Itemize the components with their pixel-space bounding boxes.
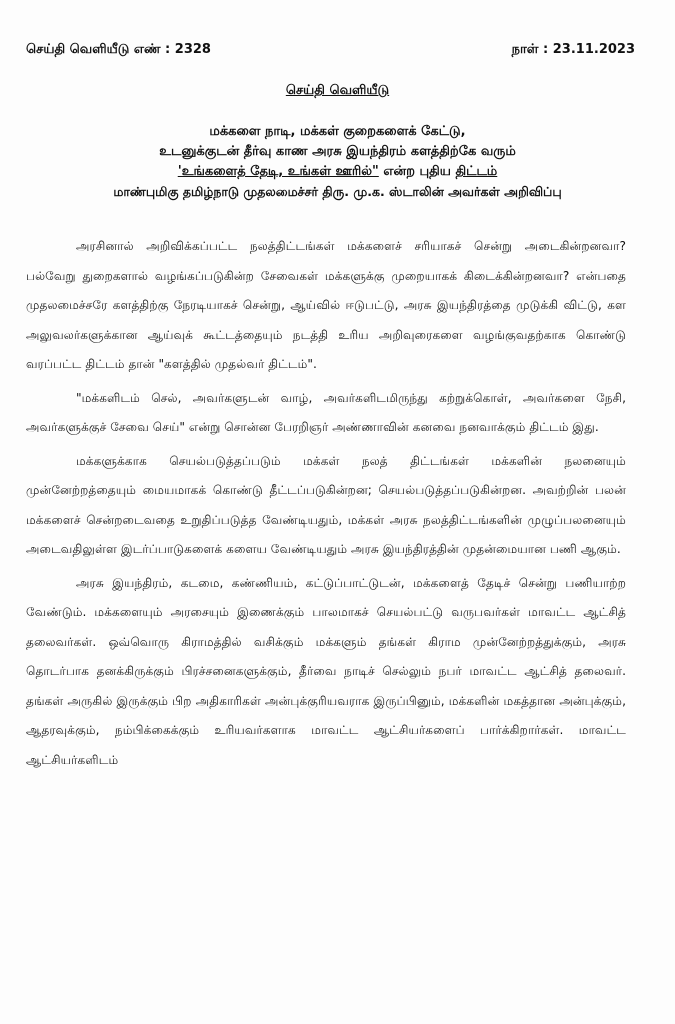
body-text: [26, 232, 626, 779]
title-line-2: உடனுக்குடன் தீர்வு காண அரசு இயந்திரம் களத்திற்கே வரும்: [159, 144, 516, 159]
title-line-3: [0, 162, 675, 182]
paragraph-4: அரசு இயந்திரம், கடமை, கண்ணியம், கட்டுப்பாட்டுடன், மக்களைத் தேடிச் சென்று பணியாற்ற வேண்டும். மக்களையும் அரசையும் இணைக்கும் பாலமாகச் செயல்பட்டு வருபவர்கள் மாவட்ட ஆட்சித் தலைவர்கள். ஒவ்வொரு கிராமத்தில் வசிக்கும் மக்களும் தங்கள் கிராம முன்னேற்றத்துக்கும், அரசு தொடர்பாக தனக்கிருக்கும் பிரச்சனைகளுக்கும், தீர்வை நாடிச் செல்லும் நபர் மாவட்ட ஆட்சித் தலைவர். தங்கள் அருகில் இருக்கும் பிற அதிகாரிகள் அன்புக்குரியவராக இருப்பினும், மக்களின் மகத்தான அன்புக்கும், ஆதரவுக்கும், நம்பிக்கைக்கும் உரியவர்களாக மாவட்ட ஆட்சியர்களைப் பார்க்கிறார்கள். மாவட்ட ஆட்சியர்களிடம்: [26, 575, 626, 767]
scheme-name: 'உங்களைத் தேடி, உங்கள் ஊரில்": [177, 164, 379, 179]
paragraph-3: மக்களுக்காக செயல்படுத்தப்படும் மக்கள் நலத் திட்டங்கள் மக்களின் நலனையும் முன்னேற்றத்தையும் மையமாகக் கொண்டு தீட்டப்படுகின்றன; செயல்படுத்தப்படுகின்றன. அவற்றின் பலன் மக்களைச் சென்றடைவதை உறுதிப்படுத்த வேண்டியதும், மக்கள் அரசு நலத்திட்டங்களின் முழுப்பலனையும் அடைவதிலுள்ள இடர்ப்பாடுகளைக் களைய வேண்டியதும் அரசு இயந்திரத்தின் முதன்மையான பணி ஆகும்.: [26, 453, 626, 556]
title-line-3-word: திட்டம்: [455, 164, 498, 179]
release-date: நாள் : 23.11.2023: [511, 42, 635, 57]
title-block: [0, 122, 675, 202]
document-heading: செய்தி வெளியீடு: [285, 83, 390, 98]
release-number: செய்தி வெளியீடு எண் : 2328: [26, 42, 211, 57]
title-line-1: மக்களை நாடி, மக்கள் குறைகளைக் கேட்டு,: [209, 124, 466, 139]
paragraph-1: அரசினால் அறிவிக்கப்பட்ட நலத்திட்டங்கள் மக்களைச் சரியாகச் சென்று அடைகின்றனவா? பல்வேறு துறைகளால் வழங்கப்படுகின்ற சேவைகள் மக்களுக்கு முறையாகக் கிடைக்கின்றனவா? என்பதை முதலமைச்சரே களத்திற்கு நேரடியாகச் சென்று, ஆய்வில் ஈடுபட்டு, அரசு இயந்திரத்தை முடுக்கி விட்டு, கள அலுவலர்களுக்கான ஆய்வுக் கூட்டத்தையும் நடத்தி உரிய அறிவுரைகளை வழங்குவதற்காக கொண்டு வரப்பட்ட திட்டம் தான் "களத்தில் முதல்வர் திட்டம்".: [26, 239, 626, 371]
title-line-3-mid: என்ற புதிய: [378, 164, 456, 179]
title-line-4: மாண்புமிகு தமிழ்நாடு முதலமைச்சர் திரு. மு.க. ஸ்டாலின் அவர்கள் அறிவிப்பு: [113, 184, 562, 199]
paragraph-2: "மக்களிடம் செல், அவர்களுடன் வாழ், அவர்களிடமிருந்து கற்றுக்கொள், அவர்களை நேசி, அவர்களுக்குச் சேவை செய்" என்று சொன்ன பேரறிஞர் அண்ணாவின் கனவை நனவாக்கும் திட்டம் இது.: [26, 390, 626, 434]
